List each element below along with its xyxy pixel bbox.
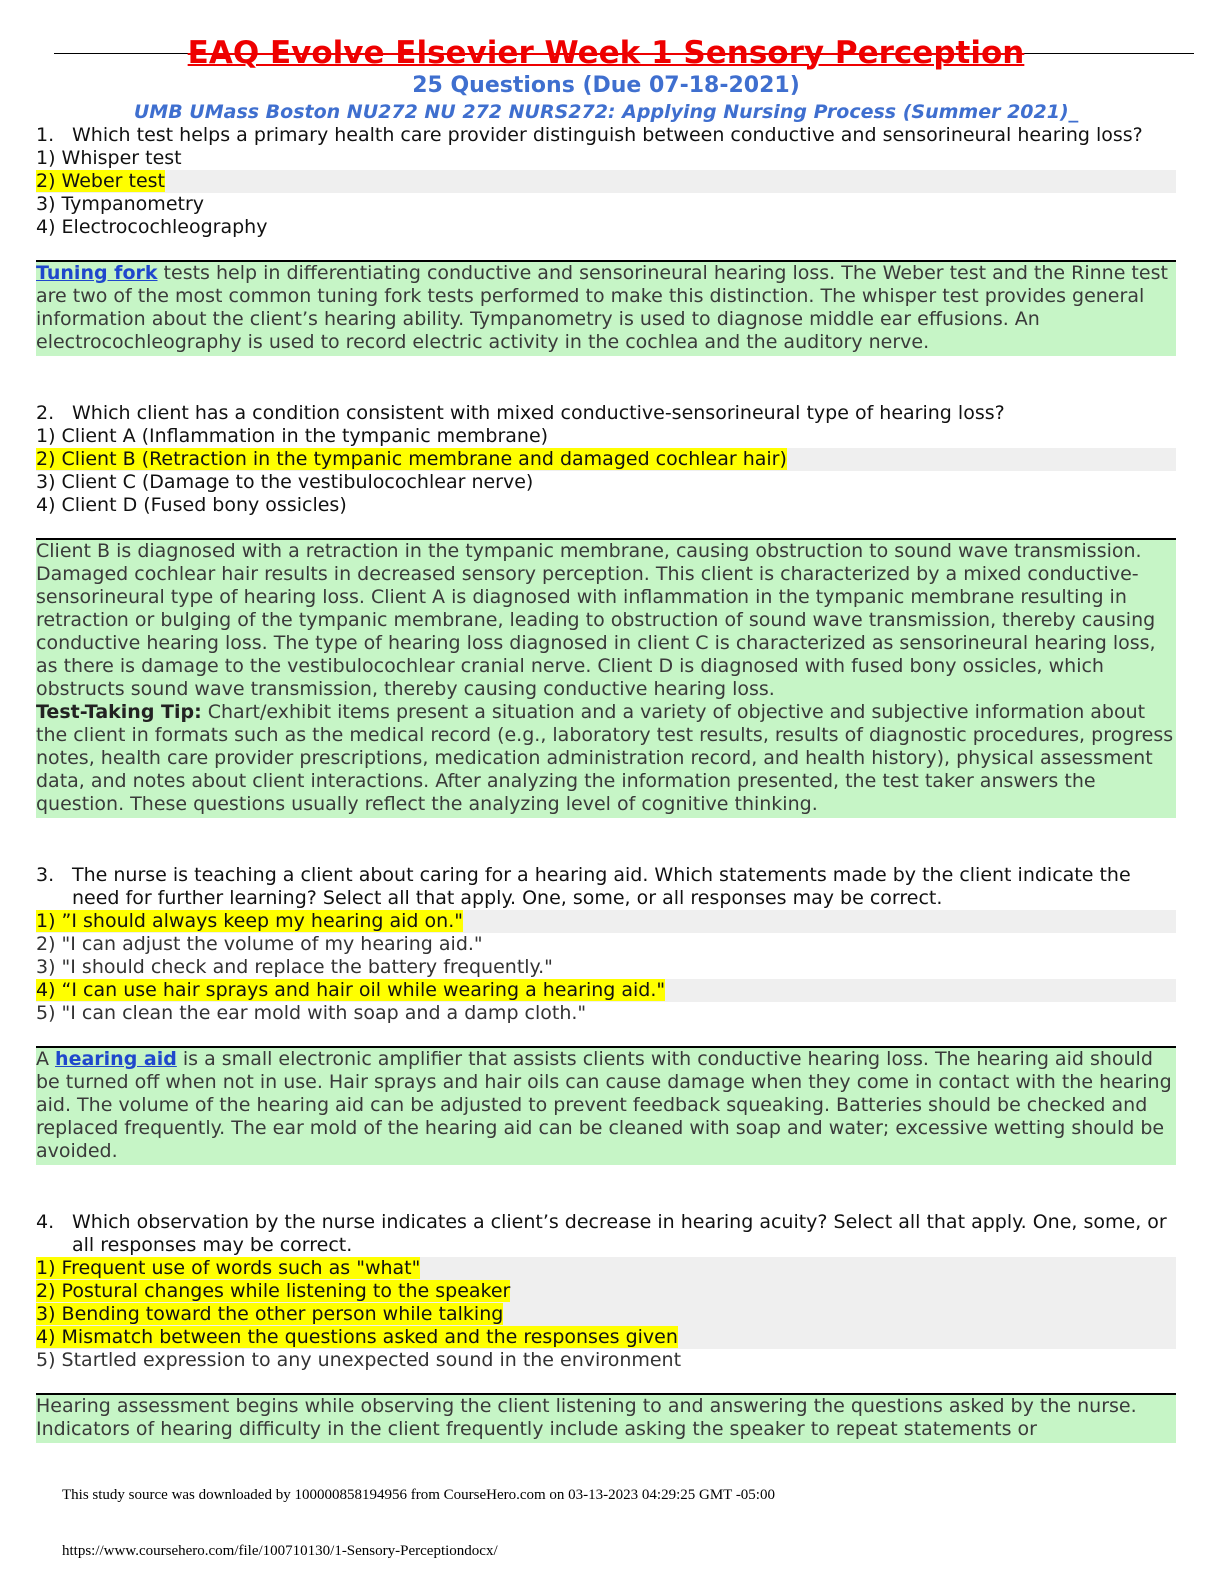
question-stem [36,864,1176,910]
question-4 [36,1211,1176,1443]
answer-option-correct: 3) Bending toward the other person while talking [36,1303,1176,1326]
question-text: The nurse is teaching a client about caring for a hearing aid. Which statements made by the client indicate the need for further learning? Select all that apply. One, some, or all responses may be correct. [72,864,1131,909]
hearing-aid-link[interactable]: hearing aid [55,1048,177,1070]
answer-options [36,1257,1176,1372]
document-title: EAQ Evolve Elsevier Week 1 Sensory Perception [187,35,1025,71]
answer-option: 1) Client A (Inflammation in the tympanic membrane) [36,425,549,447]
tip-label: Test-Taking Tip: [36,701,202,723]
rationale-prefix: A [36,1048,56,1070]
answer-option-correct: 1) ”I should always keep my hearing aid on." [36,910,1176,933]
answer-option-correct: 2) Postural changes while listening to the speaker [36,1280,1176,1303]
question-2 [36,402,1176,818]
question-stem [36,124,1176,147]
source-url[interactable]: https://www.coursehero.com/file/100710130/1-Sensory-Perceptiondocx/ [62,1543,498,1559]
question-text: Which observation by the nurse indicates a client’s decrease in hearing acuity? Select all that apply. One, some, or all responses may be correct. [72,1211,1167,1256]
tuning-fork-link[interactable]: Tuning fork [36,262,158,284]
answer-option: 5) "I can clean the ear mold with soap and a damp cloth." [36,1002,587,1024]
rationale-text: tests help in differentiating conductive and sensorineural hearing loss. The Weber test and the Rinne test are two of the most common tuning fork tests performed to make this distinction. The whisper test provides general information about the client’s hearing ability. Tympanometry is used to diagnose middle ear effusions. An electrocochleography is used to record electric activity in the cochlea and the auditory nerve. [36,262,1168,353]
answer-option: 1) Whisper test [36,147,182,169]
rationale-box [36,1393,1176,1443]
rationale-box [36,1046,1176,1165]
question-3 [36,864,1176,1165]
answer-option-correct: 1) Frequent use of words such as "what" [36,1257,1176,1280]
question-stem [36,1211,1176,1257]
answer-options [36,147,1176,239]
rationale-text: Hearing assessment begins while observing the client listening to and answering the questions asked by the nurse. Indicators of hearing difficulty in the client frequently include asking the speaker to repeat statements or [36,1395,1137,1440]
rationale-box [36,260,1176,356]
answer-option: 3) "I should check and replace the battery frequently." [36,956,553,978]
answer-option: 3) Tympanometry [36,193,205,215]
tip-text: Chart/exhibit items present a situation and a variety of objective and subjective information about the client in formats such as the medical record (e.g., laboratory test results, results of diagnostic procedures, progress notes, health care provider prescriptions, medication administration record, and health history), physical assessment data, and notes about client interactions. After analyzing the information presented, the test taker answers the question. These questions usually reflect the analyzing level of cognitive thinking. [36,701,1174,815]
answer-option-correct: 4) Mismatch between the questions asked and the responses given [36,1326,1176,1349]
answer-option: 5) Startled expression to any unexpected sound in the environment [36,1349,682,1371]
download-notice: This study source was downloaded by 100000858194956 from CourseHero.com on 03-13-2023 04:29:25 GMT -05:00 [62,1487,775,1503]
answer-options [36,910,1176,1025]
rationale-text: is a small electronic amplifier that assists clients with conductive hearing loss. The hearing aid should be turned off when not in use. Hair sprays and hair oils can cause damage when they come in contact with the hearing aid. The volume of the hearing aid can be adjusted to prevent feedback squeaking. Batteries should be checked and replaced frequently. The ear mold of the hearing aid can be cleaned with soap and water; excessive wetting should be avoided. [36,1048,1172,1162]
rationale-text: Client B is diagnosed with a retraction in the tympanic membrane, causing obstruction to sound wave transmission. Damaged cochlear hair results in decreased sensory perception. This client is characterized by a mixed conductive-sensorineural type of hearing loss. Client A is diagnosed with inflammation in the tympanic membrane resulting in retraction or bulging of the tympanic membrane, leading to obstruction of sound wave transmission, thereby causing conductive hearing loss. The type of hearing loss diagnosed in client C is characterized as sensorineural hearing loss, as there is damage to the vestibulocochlear cranial nerve. Client D is diagnosed with fused bony ossicles, which obstructs sound wave transmission, thereby causing conductive hearing loss. [36,540,1156,700]
title-row [36,34,1176,72]
answer-option: 3) Client C (Damage to the vestibulocochlear nerve) [36,471,534,493]
answer-option: 4) Client D (Fused bony ossicles) [36,494,347,516]
question-number: 2. [36,402,55,424]
answer-option-correct: 2) Weber test [36,170,1176,193]
question-text: Which test helps a primary health care provider distinguish between conductive and sensorineural hearing loss? [72,124,1143,146]
question-stem [36,402,1176,425]
question-number: 1. [36,124,55,146]
rationale-box [36,538,1176,818]
answer-option-correct: 2) Client B (Retraction in the tympanic membrane and damaged cochlear hair) [36,448,1176,471]
answer-option: 4) Electrocochleography [36,216,268,238]
course-line: UMB UMass Boston NU272 NU 272 NURS272: Applying Nursing Process (Summer 2021)_ [133,101,1079,123]
document-subtitle: 25 Questions (Due 07-18-2021) [412,73,800,98]
question-number: 4. [36,1211,55,1233]
answer-option: 2) "I can adjust the volume of my hearing aid." [36,933,483,955]
question-text: Which client has a condition consistent with mixed conductive-sensorineural type of hearing loss? [72,402,1005,424]
answer-option-correct: 4) “I can use hair sprays and hair oil while wearing a hearing aid." [36,979,1176,1002]
question-1 [36,124,1176,356]
question-number: 3. [36,864,55,886]
answer-options [36,425,1176,517]
